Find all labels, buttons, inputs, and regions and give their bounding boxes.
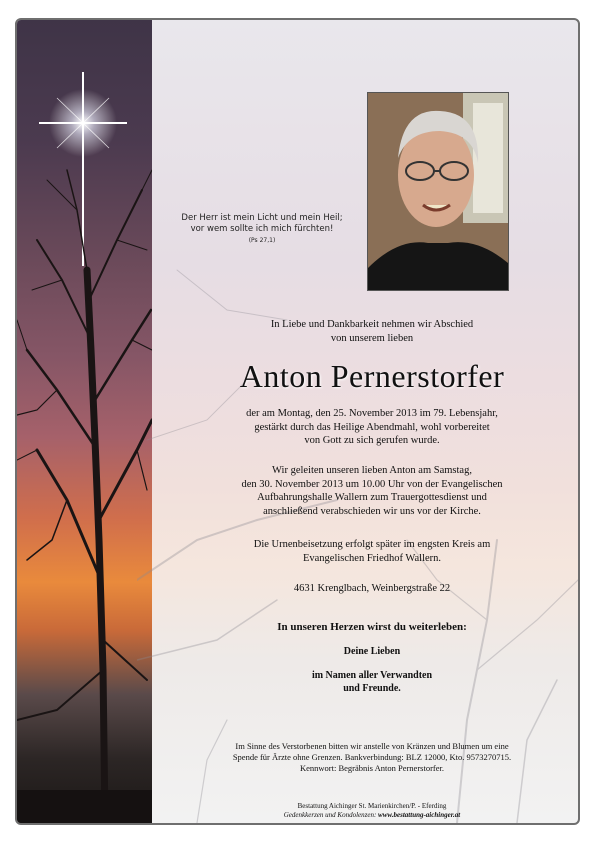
funeral-home-link[interactable]: www.bestattung-aichinger.at	[378, 811, 461, 819]
quote-line: vor wem sollte ich mich fürchten!	[190, 224, 334, 234]
intro-line: von unserem lieben	[330, 332, 414, 344]
death-line: von Gott zu sich gerufen wurde.	[304, 435, 440, 446]
quote-line: Der Herr ist mein Licht und mein Heil;	[181, 213, 343, 223]
intro-text	[167, 318, 577, 345]
address: 4631 Krenglbach, Weinbergstraße 22	[293, 583, 451, 594]
urn-line: Die Urnenbeisetzung erfolgt später im engsten Kreis am	[253, 539, 491, 550]
sunset-tree-photo	[17, 20, 152, 823]
funeral-home-footer	[167, 802, 577, 820]
portrait-photo	[367, 92, 509, 291]
death-line: der am Montag, den 25. November 2013 im 79. Lebensjahr,	[246, 408, 498, 419]
urn-line: Evangelischen Friedhof Wallern.	[302, 552, 442, 564]
donation-line: Im Sinne des Verstorbenen bitten wir anstelle von Kränzen und Blumen um eine	[235, 741, 509, 751]
donation-request	[167, 741, 577, 774]
obituary-card	[15, 18, 580, 825]
death-announcement	[167, 407, 577, 448]
bible-quote	[167, 213, 357, 246]
donation-line: Spende für Ärzte ohne Grenzen. Bankverbindung: BLZ 12000, Kto. 9573270715.	[232, 752, 512, 762]
deceased-name: Anton Pernerstorfer	[239, 358, 505, 394]
family-signoff: Deine Lieben	[343, 646, 401, 657]
intro-line: In Liebe und Dankbarkeit nehmen wir Abschied	[270, 319, 474, 330]
service-line: Aufbahrungshalle Wallern zum Trauergottesdienst und	[257, 492, 487, 503]
quote-reference: (Ps 27,1)	[248, 237, 276, 244]
service-line: Wir geleiten unseren lieben Anton am Samstag,	[272, 465, 472, 476]
service-line: den 30. November 2013 um 10.00 Uhr von der Evangelischen	[241, 478, 503, 490]
funeral-home-name: Bestattung Aichinger St. Marienkirchen/P. - Eferding	[297, 802, 447, 810]
service-details	[167, 464, 577, 518]
condolences-label: Gedenkkerzen und Kondolenzen:	[283, 811, 377, 819]
relatives-line: und Freunde.	[343, 683, 401, 694]
heart-message: In unseren Herzen wirst du weiterleben:	[277, 621, 467, 633]
death-line: gestärkt durch das Heilige Abendmahl, wohl vorbereitet	[254, 421, 490, 433]
urn-burial	[167, 538, 577, 565]
donation-line: Kennwort: Begräbnis Anton Pernerstorfer.	[300, 763, 444, 773]
relatives-line: im Namen aller Verwandten	[311, 670, 433, 681]
service-line: anschließend verabschieden wir uns vor der Kirche.	[263, 505, 481, 517]
